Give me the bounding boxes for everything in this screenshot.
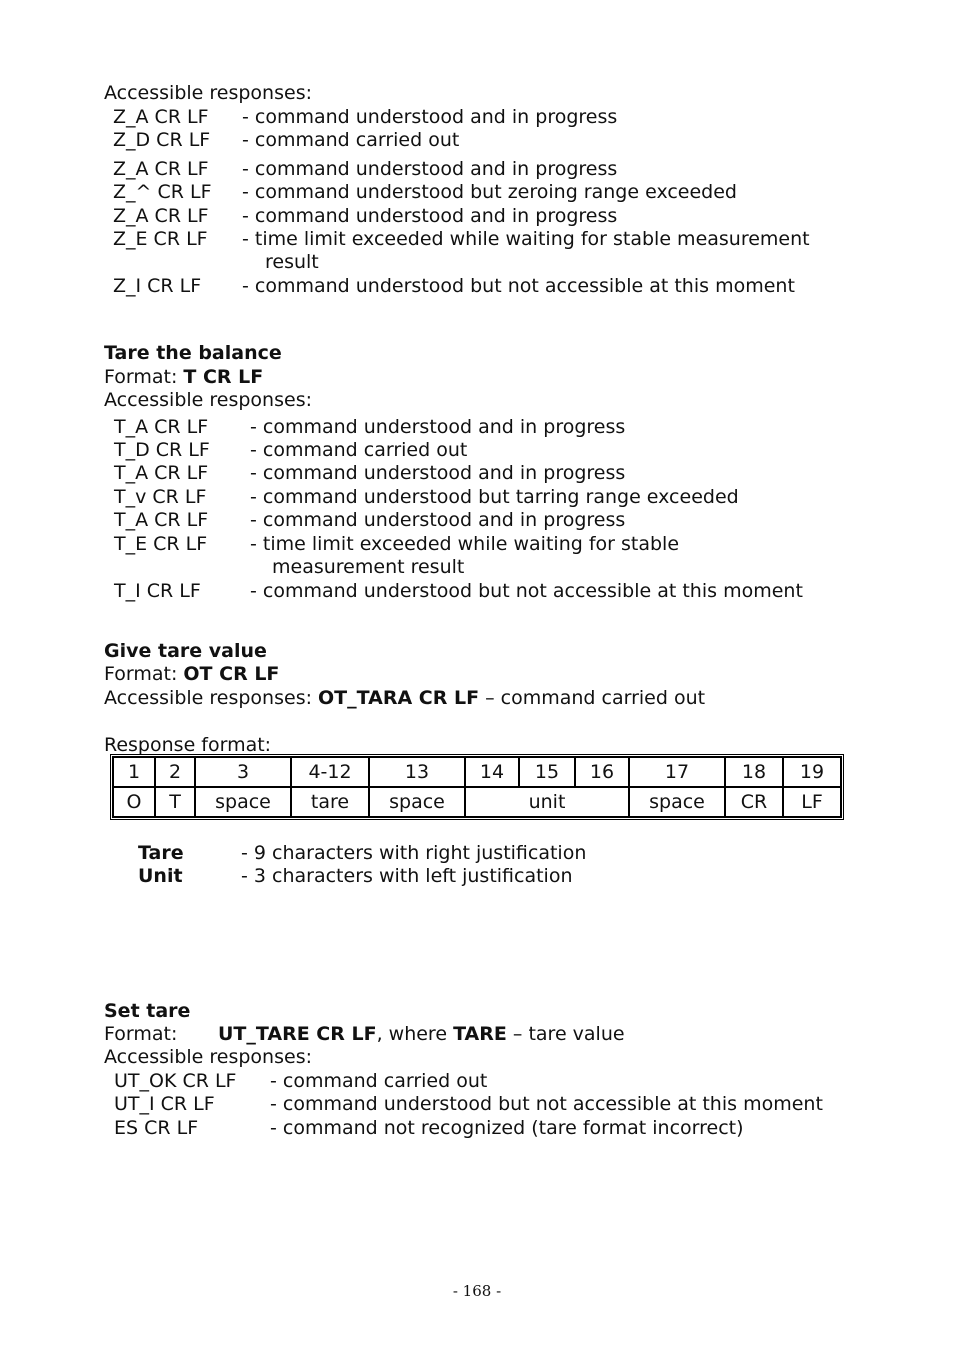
table-cell: 16 <box>575 757 629 787</box>
table-cell: CR <box>725 787 783 817</box>
response-description-continued: measurement result <box>272 556 465 578</box>
table-cell: space <box>195 787 291 817</box>
format-label: Format: <box>104 1023 178 1045</box>
table-cell: O <box>113 787 155 817</box>
section-title-tare: Tare the balance <box>104 342 282 364</box>
response-code: UT_OK CR LF <box>114 1070 237 1092</box>
format-value: T CR LF <box>183 366 264 388</box>
note-term-unit: Unit <box>138 865 183 887</box>
response-code: T_E CR LF <box>114 533 208 555</box>
response-code: T_A CR LF <box>114 416 209 438</box>
response-code: Z_I CR LF <box>113 275 202 297</box>
response-code: Z_^ CR LF <box>113 181 212 203</box>
note-description: - 9 characters with right justification <box>241 842 587 864</box>
response-description: - command understood and in progress <box>242 205 618 227</box>
table-cell: space <box>369 787 465 817</box>
response-description: - command understood and in progress <box>242 158 618 180</box>
response-code: T_v CR LF <box>114 486 207 508</box>
response-code: Z_D CR LF <box>113 129 211 151</box>
accessible-responses-label: Accessible responses: <box>104 389 312 411</box>
table-cell: 4-12 <box>291 757 369 787</box>
response-code: T_A CR LF <box>114 509 209 531</box>
response-code: Z_A CR LF <box>113 158 209 180</box>
response-code: UT_I CR LF <box>114 1093 215 1115</box>
section-title-set-tare: Set tare <box>104 1000 191 1022</box>
response-description-continued: result <box>265 251 319 273</box>
table-header-row <box>113 757 841 787</box>
format-suffix: – tare value <box>506 1023 625 1045</box>
response-code: ES CR LF <box>114 1117 199 1139</box>
response-code: T_I CR LF <box>114 580 201 602</box>
accessible-responses-label: Accessible responses: <box>104 82 312 104</box>
table-cell: 15 <box>519 757 575 787</box>
table-row <box>113 787 841 817</box>
table-cell: 14 <box>465 757 519 787</box>
format-value: UT_TARE CR LF <box>218 1023 377 1045</box>
response-code: Z_A CR LF <box>113 106 209 128</box>
response-description: - command understood but zeroing range exceeded <box>242 181 737 203</box>
table-cell: 18 <box>725 757 783 787</box>
response-description: - command understood and in progress <box>250 416 626 438</box>
response-description: - command understood but not accessible at this moment <box>250 580 803 602</box>
response-code: Z_A CR LF <box>113 205 209 227</box>
format-mid: , where <box>376 1023 454 1045</box>
response-description: - time limit exceeded while waiting for stable <box>250 533 680 555</box>
accessible-responses-label: Accessible responses: <box>104 1046 312 1068</box>
response-description: - command understood but not accessible at this moment <box>242 275 795 297</box>
table-cell: 2 <box>155 757 195 787</box>
table-cell: T <box>155 787 195 817</box>
accessible-responses-label: Accessible responses: <box>104 687 319 709</box>
format-value: OT CR LF <box>183 663 280 685</box>
format-line <box>104 366 263 389</box>
table-cell: 17 <box>629 757 725 787</box>
response-description: - command not recognized (tare format incorrect) <box>270 1117 744 1139</box>
response-description: - command carried out <box>242 129 460 151</box>
response-format-label: Response format: <box>104 734 272 756</box>
table-cell: 19 <box>783 757 841 787</box>
format-line <box>218 1023 625 1046</box>
table-cell: 13 <box>369 757 465 787</box>
table-cell: LF <box>783 787 841 817</box>
response-description: - command understood but not accessible at this moment <box>270 1093 823 1115</box>
accessible-responses-line <box>104 687 705 710</box>
accessible-response-code: OT_TARA CR LF <box>318 687 480 709</box>
format-label: Format: <box>104 663 184 685</box>
response-format-table <box>112 756 842 818</box>
note-term-tare: Tare <box>138 842 184 864</box>
response-description: - command carried out <box>270 1070 488 1092</box>
accessible-response-description: – command carried out <box>479 687 706 709</box>
response-description: - command understood and in progress <box>242 106 618 128</box>
format-line <box>104 663 279 686</box>
page-number: - 168 - <box>452 1282 502 1300</box>
note-description: - 3 characters with left justification <box>241 865 573 887</box>
table-cell: 1 <box>113 757 155 787</box>
response-description: - command understood and in progress <box>250 462 626 484</box>
response-code: Z_E CR LF <box>113 228 208 250</box>
response-description: - time limit exceeded while waiting for stable measurement <box>242 228 810 250</box>
response-code: T_D CR LF <box>114 439 210 461</box>
table-cell: space <box>629 787 725 817</box>
table-cell: tare <box>291 787 369 817</box>
response-description: - command understood and in progress <box>250 509 626 531</box>
format-term: TARE <box>453 1023 507 1045</box>
response-description: - command carried out <box>250 439 468 461</box>
response-code: T_A CR LF <box>114 462 209 484</box>
table-cell: unit <box>465 787 629 817</box>
section-title-give-tare: Give tare value <box>104 640 267 662</box>
format-label: Format: <box>104 366 184 388</box>
table-cell: 3 <box>195 757 291 787</box>
response-description: - command understood but tarring range exceeded <box>250 486 739 508</box>
